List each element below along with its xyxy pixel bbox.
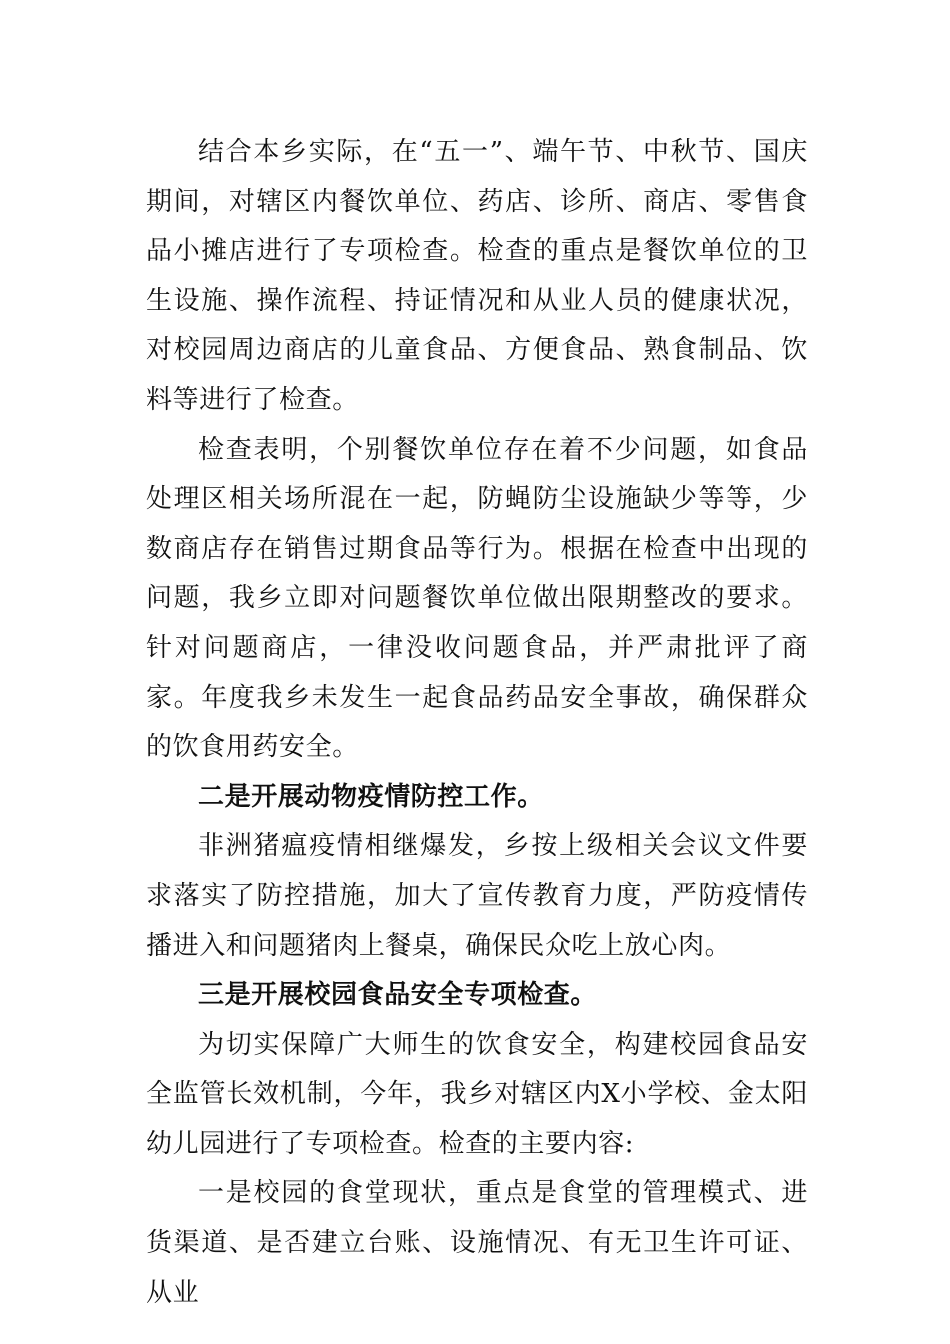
heading-campus-food-safety: 三是开展校园食品安全专项检查。 — [198, 980, 598, 1011]
paragraph-campus-inspection: 为切实保障广大师生的饮食安全，构建校园食品安全监管长效机制，今年，我乡对辖区内X小学校、金太阳幼儿园进行了专项检查。检查的主要内容: — [146, 1029, 808, 1159]
paragraph-canteen-status: 一是校园的食堂现状，重点是食堂的管理模式、进货渠道、是否建立台账、设施情况、有无卫生许可证、从业 — [146, 1178, 808, 1308]
heading-animal-epidemic: 二是开展动物疫情防控工作。 — [198, 781, 544, 812]
paragraph-inspection-results: 检查表明，个别餐饮单位存在着不少问题，如食品处理区相关场所混在一起，防蝇防尘设施缺少等等，少数商店存在销售过期食品等行为。根据在检查中出现的问题，我乡立即对问题餐饮单位做出限期整改的要求。针对问题商店，一律没收问题食品，并严肃批评了商家。年度我乡未发生一起食品药品安全事故，确保群众的饮食用药安全。 — [146, 434, 808, 763]
paragraph-swine-fever: 非洲猪瘟疫情相继爆发，乡按上级相关会议文件要求落实了防控措施，加大了宣传教育力度，严防疫情传播进入和问题猪肉上餐桌，确保民众吃上放心肉。 — [146, 831, 808, 961]
paragraph-inspection-scope: 结合本乡实际，在“五一”、端午节、中秋节、国庆期间，对辖区内餐饮单位、药店、诊所、商店、零售食品小摊店进行了专项检查。检查的重点是餐饮单位的卫生设施、操作流程、持证情况和从业人员的健康状况，对校园周边商店的儿童食品、方便食品、熟食制品、饮料等进行了检查。 — [146, 137, 808, 415]
document-body — [146, 128, 808, 1318]
